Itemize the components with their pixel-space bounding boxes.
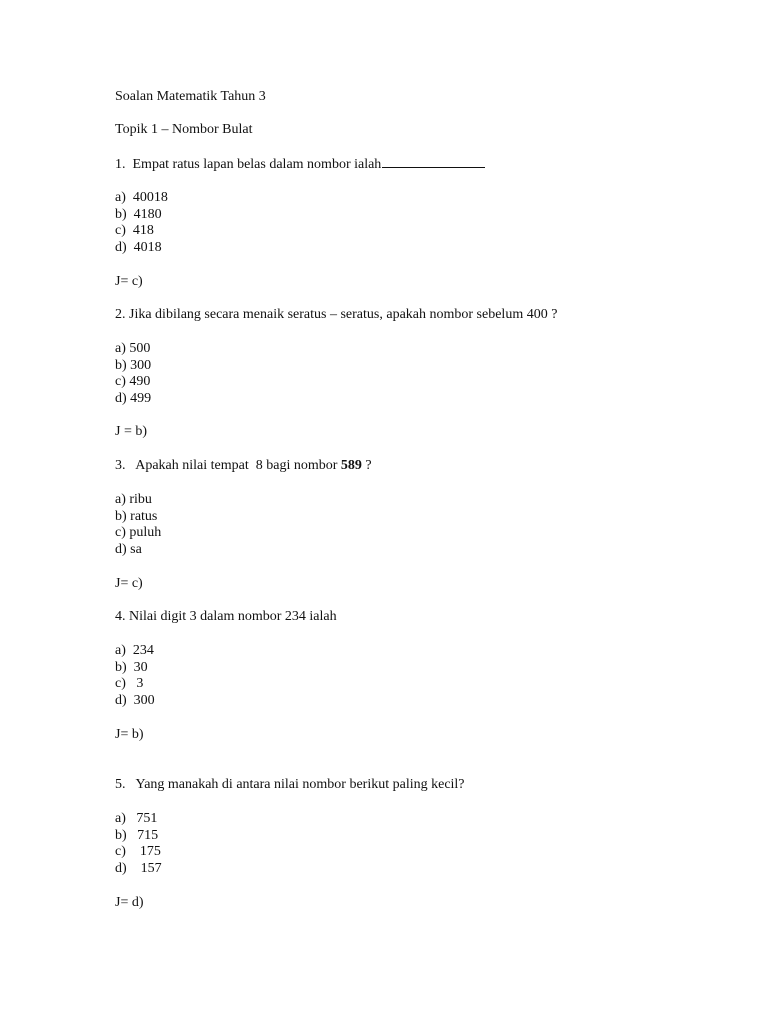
question-3-number: 589 xyxy=(340,458,362,473)
q1-answer: J= c) xyxy=(115,274,143,289)
question-3-mark: ? xyxy=(361,458,372,473)
q2-option-a: a) 500 xyxy=(115,341,151,356)
question-1 xyxy=(115,155,485,172)
q1-option-c: c) 418 xyxy=(115,223,154,238)
q3-option-a: a) ribu xyxy=(115,492,152,507)
topic-heading: Topik 1 – Nombor Bulat xyxy=(115,122,253,137)
question-3 xyxy=(115,457,372,474)
q1-option-d: d) 4018 xyxy=(115,240,162,255)
q2-option-b: b) 300 xyxy=(115,358,152,373)
answer-blank xyxy=(382,155,485,168)
q3-option-d: d) sa xyxy=(115,542,142,557)
q5-option-d: d) 157 xyxy=(115,861,162,876)
q5-option-c: c) 175 xyxy=(115,844,161,859)
q3-option-c: c) puluh xyxy=(115,525,162,540)
q1-option-a: a) 40018 xyxy=(115,190,168,205)
q4-option-c: c) 3 xyxy=(115,676,144,691)
document-title: Soalan Matematik Tahun 3 xyxy=(115,89,266,104)
q4-option-d: d) 300 xyxy=(115,693,155,708)
q1-option-b: b) 4180 xyxy=(115,207,162,222)
question-5: 5. Yang manakah di antara nilai nombor berikut paling kecil? xyxy=(115,777,465,792)
q4-option-a: a) 234 xyxy=(115,643,154,658)
q4-option-b: b) 30 xyxy=(115,660,148,675)
question-1-text: 1. Empat ratus lapan belas dalam nombor ialah xyxy=(115,157,382,172)
q2-answer: J = b) xyxy=(115,424,148,439)
q2-option-c: c) 490 xyxy=(115,374,151,389)
question-3-text: 3. Apakah nilai tempat 8 bagi nombor xyxy=(115,458,341,473)
question-4: 4. Nilai digit 3 dalam nombor 234 ialah xyxy=(115,609,337,624)
q3-option-b: b) ratus xyxy=(115,509,158,524)
q5-answer: J= d) xyxy=(115,895,144,910)
q3-answer: J= c) xyxy=(115,576,143,591)
question-2: 2. Jika dibilang secara menaik seratus – seratus, apakah nombor sebelum 400 ? xyxy=(115,307,558,322)
q5-option-a: a) 751 xyxy=(115,811,158,826)
q4-answer: J= b) xyxy=(115,727,144,742)
q2-option-d: d) 499 xyxy=(115,391,152,406)
q5-option-b: b) 715 xyxy=(115,828,159,843)
